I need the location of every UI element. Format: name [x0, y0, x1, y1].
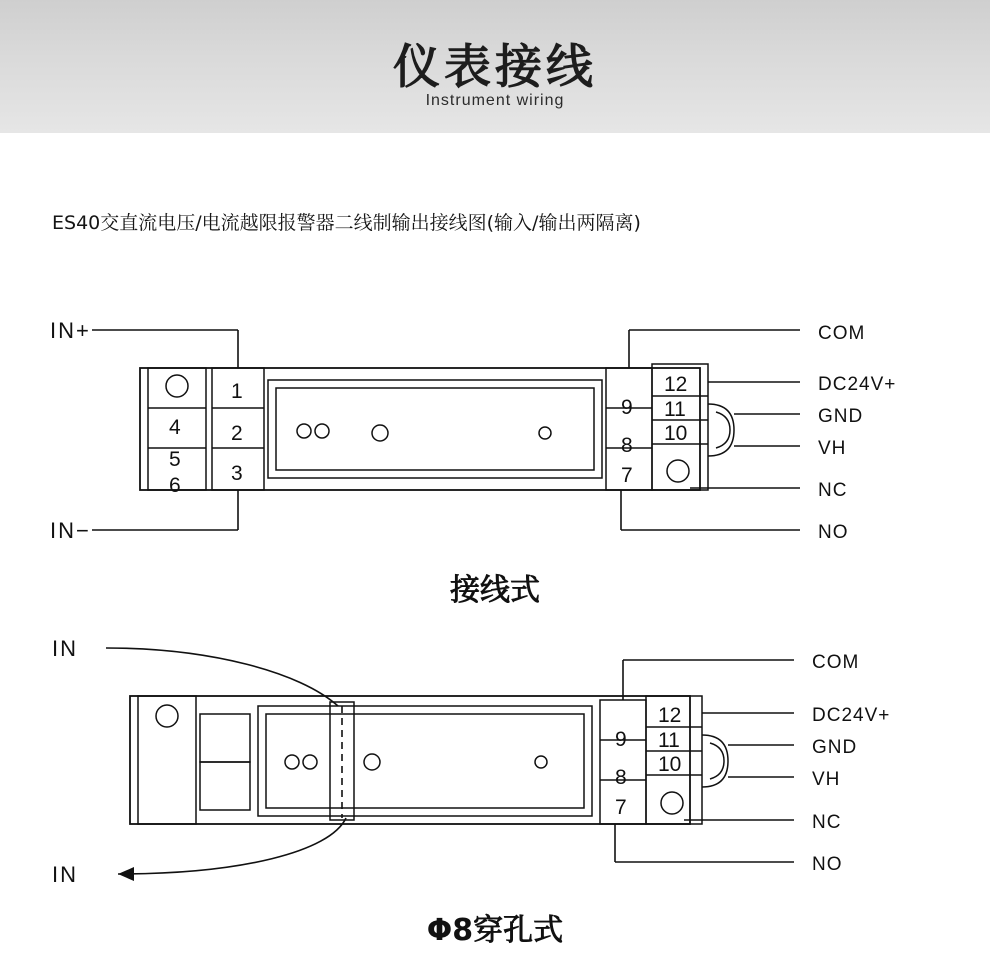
fig2-signal-gnd: GND [812, 737, 858, 758]
fig1-din-clip-inner [716, 412, 730, 448]
fig2-signal-vh: VH [812, 769, 841, 790]
fig1-led-1 [297, 424, 311, 438]
fig2-knob-2 [535, 756, 547, 768]
fig1-signal-nc: NC [818, 480, 848, 501]
fig1-signal-dc24v: DC24V+ [818, 374, 897, 395]
fig1-left-screw [166, 375, 188, 397]
fig1-terminal-3: 3 [231, 462, 243, 485]
fig1-terminal-1: 1 [231, 380, 243, 403]
fig1-terminal-10: 10 [664, 422, 688, 445]
fig1-signal-gnd: GND [818, 406, 864, 427]
fig2-label-in-top: IN [52, 636, 78, 661]
fig2-left-screw [156, 705, 178, 727]
fig1-terminal-4: 4 [169, 416, 181, 439]
fig1-led-2 [315, 424, 329, 438]
fig1-terminal-2: 2 [231, 422, 243, 445]
fig2-signal-nc: NC [812, 812, 842, 833]
fig1-terminal-11: 11 [664, 398, 686, 421]
fig1-label-in-minus: IN− [50, 518, 91, 543]
page-subtitle: Instrument wiring [425, 92, 565, 109]
fig1-terminal-9: 9 [621, 396, 633, 419]
fig2-faceplate [258, 706, 592, 816]
fig1-terminal-8: 8 [621, 434, 633, 457]
fig2-wire-in-top [106, 648, 338, 706]
fig2-signal-com: COM [812, 652, 860, 673]
fig2-wire-in-bottom [118, 818, 346, 874]
fig2-terminal-slot-1 [200, 714, 250, 762]
figure-1-label: 接线式 [450, 573, 540, 608]
fig2-terminal-7: 7 [615, 796, 627, 819]
fig1-terminal-5: 5 [169, 448, 181, 471]
fig2-signal-dc24v: DC24V+ [812, 705, 891, 726]
fig1-knob-2 [539, 427, 551, 439]
fig2-device-body [130, 696, 690, 824]
fig1-terminal-12: 12 [664, 373, 688, 396]
page-title: 仪表接线 [393, 40, 597, 95]
fig1-device-body [140, 368, 700, 490]
fig2-terminal-11: 11 [658, 729, 680, 752]
fig2-right-screw [661, 792, 683, 814]
fig2-terminal-12: 12 [658, 704, 682, 727]
fig2-terminal-slot-2 [200, 762, 250, 810]
fig2-knob-1 [364, 754, 380, 770]
fig2-faceplate-inner [266, 714, 584, 808]
fig2-wire-arrow [118, 867, 134, 881]
fig1-signal-vh: VH [818, 438, 847, 459]
fig1-terminal-6: 6 [169, 474, 181, 497]
fig1-faceplate-inner [276, 388, 594, 470]
fig2-led-1 [285, 755, 299, 769]
fig2-terminal-8: 8 [615, 766, 627, 789]
fig2-led-2 [303, 755, 317, 769]
diagram-caption: ES40交直流电压/电流越限报警器二线制输出接线图(输入/输出两隔离) [52, 212, 641, 234]
fig1-label-in-plus: IN+ [50, 318, 91, 343]
fig1-signal-com: COM [818, 323, 866, 344]
fig1-terminal-7: 7 [621, 464, 633, 487]
fig1-right-screw [667, 460, 689, 482]
fig2-left-terminal-block [138, 696, 196, 824]
fig2-label-in-bottom: IN [52, 862, 78, 887]
fig2-din-clip-inner [710, 743, 724, 779]
fig2-signal-no: NO [812, 854, 843, 875]
fig2-terminal-10: 10 [658, 753, 682, 776]
figure-2-label: Φ8穿孔式 [426, 913, 564, 948]
fig2-terminal-9: 9 [615, 728, 627, 751]
fig1-knob-1 [372, 425, 388, 441]
fig1-signal-no: NO [818, 522, 849, 543]
fig1-faceplate [268, 380, 602, 478]
